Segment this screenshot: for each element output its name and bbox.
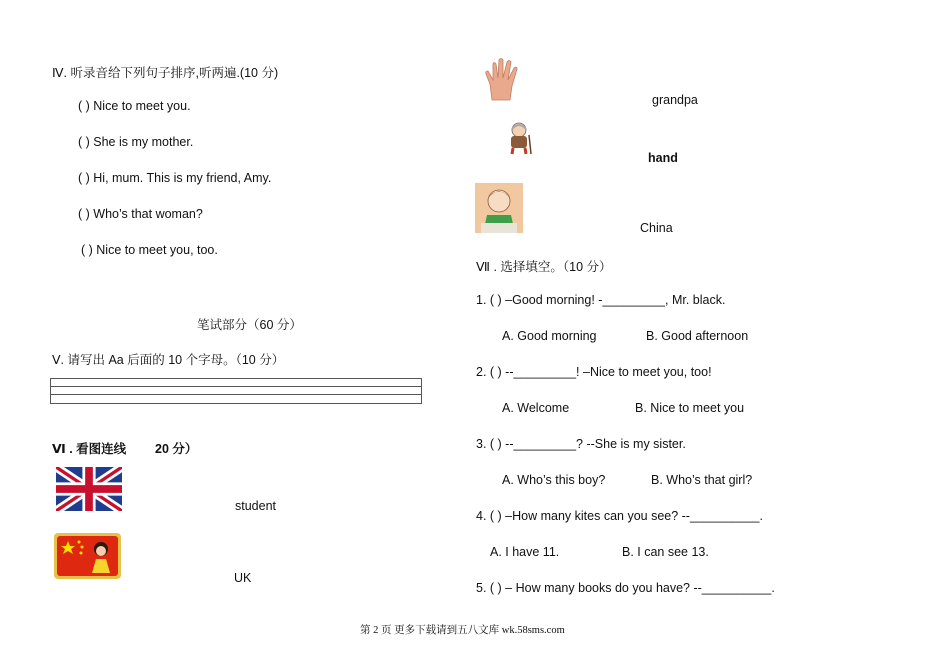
question-2: 2. ( ) --_________! –Nice to meet you, too! [476, 365, 712, 379]
match-word-china: China [640, 221, 673, 235]
grandpa-icon [505, 121, 535, 155]
section-6-title: Ⅵ . 看图连线 [52, 442, 127, 456]
china-flag-girl-icon [54, 533, 121, 579]
match-word-grandpa: grandpa [652, 93, 698, 107]
written-part-heading: 笔试部分（60 分） [197, 318, 302, 332]
question-2-option-a: A. Welcome [502, 401, 570, 415]
question-1-option-b: B. Good afternoon [646, 329, 749, 343]
order-item: ( ) She is my mother. [78, 135, 194, 149]
question-1-option-a: A. Good morning [502, 329, 597, 343]
match-word-hand: hand [648, 151, 678, 165]
question-3-option-a: A. Who’s this boy? [502, 473, 606, 487]
section-6-score: 20 分） [155, 442, 198, 456]
uk-flag-icon [56, 467, 122, 511]
section-7-title: Ⅶ . 选择填空。（10 分） [476, 260, 612, 274]
order-item: ( ) Hi, mum. This is my friend, Amy. [78, 171, 272, 185]
match-word-uk: UK [234, 571, 252, 585]
section-5-title: Ⅴ. 请写出 Aa 后面的 10 个字母。（10 分） [52, 353, 285, 367]
question-2-option-b: B. Nice to meet you [635, 401, 745, 415]
order-item: ( ) Nice to meet you, too. [81, 243, 218, 257]
question-3-option-b: B. Who’s that girl? [651, 473, 753, 487]
question-3: 3. ( ) --_________? --She is my sister. [476, 437, 686, 451]
question-5: 5. ( ) – How many books do you have? --__________. [476, 581, 775, 595]
question-4-option-b: B. I can see 13. [622, 545, 709, 559]
page-footer: 第 2 页 更多下载请到五八文库 wk.58sms.com [360, 625, 565, 636]
section-4-title: Ⅳ. 听录音给下列句子排序,听两遍.(10 分) [52, 66, 279, 80]
order-item: ( ) Who’s that woman? [78, 207, 203, 221]
question-4: 4. ( ) –How many kites can you see? --__________. [476, 509, 763, 523]
hand-icon [482, 56, 527, 104]
match-word-student: student [235, 499, 277, 513]
order-item: ( ) Nice to meet you. [78, 99, 191, 113]
student-boy-icon [475, 183, 523, 233]
question-1: 1. ( ) –Good morning! -_________, Mr. black. [476, 293, 726, 307]
writing-lines[interactable] [50, 378, 422, 404]
question-4-option-a: A. I have 11. [490, 545, 560, 559]
